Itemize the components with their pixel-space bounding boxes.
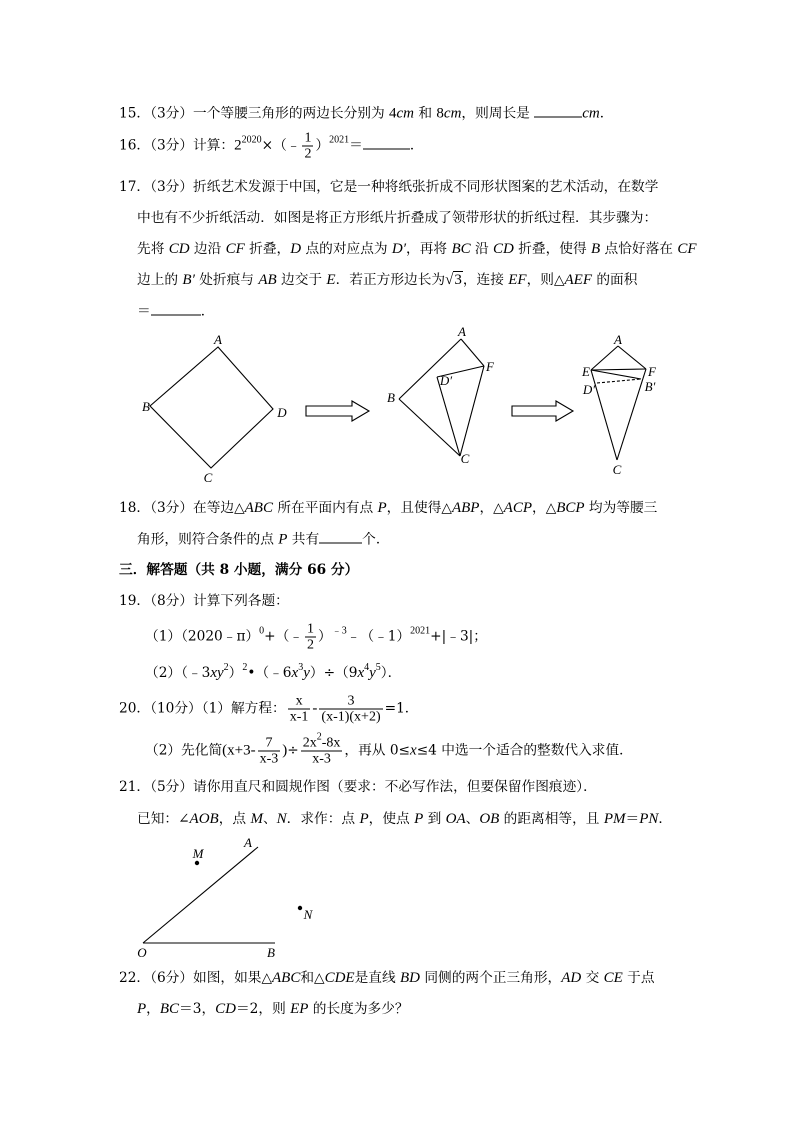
question-text: 共有 [287, 531, 320, 548]
question-text: 、 [262, 811, 277, 827]
segment-label: PN [639, 811, 659, 827]
question-text: ≤4 中选一个适合的整数代入求值． [416, 742, 633, 759]
math-text: =1． [384, 700, 419, 717]
point-m [195, 861, 199, 865]
math-text: ) [282, 742, 288, 759]
angle-label: AOB [189, 811, 219, 827]
vertex-label: A [614, 332, 622, 347]
point-label: P [359, 811, 369, 827]
math-text: ﹣（﹣1） [346, 628, 411, 645]
question-text: 所在平面内有点 [272, 500, 378, 516]
point-label: B′ [182, 272, 195, 288]
math-text: ×（﹣ [261, 137, 301, 154]
math-text: （﹣3 [181, 665, 211, 681]
question-number: 18． [119, 500, 151, 516]
ray-label: OB [479, 811, 500, 827]
math-text: •（﹣6 [247, 665, 292, 681]
question-text: 个． [362, 531, 390, 548]
question-text: 和△ [300, 970, 325, 986]
math-text: ）÷（9 [309, 665, 358, 681]
point-label: P [414, 811, 424, 827]
question-score: （3分） [150, 179, 194, 195]
question-text: ． [599, 105, 614, 122]
edge-af [618, 346, 646, 369]
question-text: 在等边△ [193, 500, 245, 516]
vertex-label: D′ [582, 382, 596, 397]
variable: y [369, 665, 376, 681]
question-text: 如图，如果△ [193, 970, 272, 986]
question-text: ， [146, 1001, 160, 1017]
vertex-label: D [277, 405, 287, 420]
ray-label: OA [445, 811, 466, 827]
q21-figure-labels [137, 835, 313, 960]
question-text: 计算： [193, 137, 235, 154]
segment-label: PM [603, 811, 626, 827]
question-score: （8分） [150, 593, 194, 609]
triangle-label: AEF [564, 272, 592, 288]
question-text: 计算下列各题： [193, 593, 289, 609]
question-text: 折叠， [244, 241, 291, 257]
segment-label: CF [225, 241, 245, 257]
unit-cm: cm [396, 105, 415, 122]
question-text: 请你用直尺和圆规作图（要求：不必写作法，但要保留作图痕迹）． [193, 779, 597, 795]
question-text: ． [658, 811, 673, 827]
segment-label: CD [215, 1001, 236, 1017]
question-score: （5分） [150, 779, 194, 795]
vertex-label: A [458, 324, 466, 339]
segment-label: CF [677, 241, 697, 257]
question-text: 先将 [137, 241, 169, 257]
fraction-denominator: x-1 [289, 709, 309, 725]
segment-ef [591, 369, 646, 370]
question-text: 沿 [470, 241, 494, 257]
question-text: ，△ [479, 500, 504, 516]
vertex-label: B′ [644, 379, 656, 394]
sqrt-radicand: 3 [454, 272, 462, 288]
question-text: ，使点 [368, 811, 415, 827]
question-text: ．求作：点 [286, 811, 360, 827]
question-number: 22． [119, 970, 151, 986]
point-label: D′ [391, 241, 407, 257]
edge-bc [399, 399, 460, 456]
exponent: 2 [316, 731, 322, 743]
sqrt-sign: √ [445, 272, 454, 288]
math-text: +（﹣ [264, 628, 303, 645]
segment-label: CE [603, 970, 623, 986]
question-text: 边上的 [137, 272, 183, 288]
question-text: 点的对应点为 [301, 241, 392, 257]
point-label: D [290, 241, 302, 257]
question-text: 已知：∠ [137, 811, 190, 827]
exponent: 2020 [241, 134, 262, 146]
question-text: 同侧的两个正三角形， [419, 970, 562, 986]
point-label: P [278, 531, 288, 548]
ray-oa [143, 847, 258, 943]
question-text: 边沿 [189, 241, 226, 257]
question-text: ，则△ [526, 272, 565, 288]
math-text: ）． [380, 665, 402, 681]
segment-label: EF [508, 272, 527, 288]
question-text: ，且使得△ [386, 500, 452, 516]
question-text: 于点 [622, 970, 655, 986]
question-text: 均为等腰三 [584, 500, 658, 516]
vertex-label: F [648, 364, 656, 379]
side-length-2: 8 [436, 105, 444, 122]
fraction-numerator: 7 [258, 736, 281, 752]
segment-label: AD [561, 970, 582, 986]
part-label: （2）先化简 [145, 742, 223, 759]
edge-ab [399, 339, 461, 399]
fraction-denominator: (x-1)(x+2) [321, 709, 381, 725]
edge-fc [617, 369, 646, 460]
part-label: （1） [145, 628, 182, 645]
vertex-label: B [142, 399, 150, 414]
math-text: ＝ [349, 137, 363, 154]
vertex-label: B [267, 945, 275, 960]
math-text: - [312, 700, 318, 717]
question-text: 折纸艺术发源于中国，它是一种将纸张折成不同形状图案的艺术活动，在数学 [193, 179, 659, 195]
question-text: ，再将 [406, 241, 452, 257]
numerator-part: 2x [302, 735, 317, 751]
question-text: 中也有不少折纸活动．如图是将正方形纸片折叠成了领带形状的折纸过程．其步骤为： [137, 210, 658, 226]
exponent: 2021 [410, 625, 431, 637]
question-text: 交 [581, 970, 604, 986]
part-label: （2） [145, 665, 182, 681]
fraction-denominator: 2 [307, 637, 314, 653]
question-number: 20． [119, 700, 151, 717]
vertex-label: O [137, 945, 147, 960]
vertex-label: A [214, 332, 222, 347]
fraction-numerator: 1 [304, 130, 312, 146]
math-text: (x+3- [222, 742, 256, 759]
math-text: （2020﹣π） [181, 628, 260, 645]
triangle-label: ABC [244, 500, 273, 516]
question-text: 角形，则符合条件的点 [137, 531, 279, 548]
numerator-part: -8x [321, 735, 341, 751]
vertex-label: B [387, 390, 395, 405]
dashed-d1b1 [597, 379, 641, 383]
triangle-label: ACP [503, 500, 532, 516]
question-text: 点恰好落在 [600, 241, 678, 257]
variable: xy [210, 665, 224, 681]
math-text: ＝3， [179, 1001, 216, 1017]
variable: x [410, 742, 417, 759]
fraction-numerator: 3 [319, 694, 382, 710]
math-text: ＝ [137, 303, 151, 320]
point-label: M [192, 846, 204, 861]
question-text: 到 [423, 811, 446, 827]
math-text: +|﹣3|； [430, 628, 487, 645]
edge-ae [591, 346, 618, 370]
point-label: B [591, 241, 601, 257]
power-base: 2 [234, 137, 242, 154]
question-text: 处折痕与 [194, 272, 259, 288]
exponent: ﹣3 [331, 625, 347, 637]
question-text: 折叠，使得 [513, 241, 592, 257]
vertex-label: D′ [439, 373, 453, 388]
fraction-numerator: 1 [307, 621, 314, 637]
question-text: 是直线 [354, 970, 400, 986]
question-score: （6分） [150, 970, 194, 986]
question-text: 和 [414, 105, 437, 122]
segment-label: BC [159, 1001, 180, 1017]
math-text: ＝ [625, 811, 640, 827]
question-score: （3分） [150, 105, 194, 122]
question-text: 、 [465, 811, 480, 827]
exponent: 2 [242, 662, 248, 673]
triangle-label: CDE [324, 970, 355, 986]
math-text: ） [228, 665, 243, 681]
question-text: ＝2，则 [235, 1001, 291, 1017]
q17-figure [150, 339, 646, 468]
question-text: ，△ [532, 500, 557, 516]
question-text: ，再从 0≤ [344, 742, 411, 759]
question-text: ，点 [218, 811, 251, 827]
point-label: P [377, 500, 387, 516]
variable: y [303, 665, 310, 681]
variable: x [291, 665, 299, 681]
segment-label: EP [290, 1001, 309, 1017]
vertex-label: E [582, 364, 590, 379]
question-text: ． [200, 303, 215, 320]
point-label: N [303, 907, 313, 922]
fraction-denominator: 2 [304, 146, 312, 162]
exponent: 4 [364, 662, 370, 673]
question-text: ．若正方形边长为 [335, 272, 446, 288]
point-label: E [326, 272, 336, 288]
exponent: 2 [223, 662, 229, 673]
question-text: 的长度为多少？ [308, 1001, 409, 1017]
question-text: 的距离相等，且 [499, 811, 604, 827]
math-text: ÷ [287, 742, 299, 759]
arrow-right-icon [306, 401, 369, 421]
line-label: BD [399, 970, 420, 986]
vertex-label: C [460, 451, 470, 466]
question-text: ． [409, 137, 424, 154]
fraction-denominator: x-3 [312, 751, 331, 767]
section-title: 三．解答题（共 8 小题，满分 66 分） [119, 562, 359, 578]
fraction-numerator: x [288, 694, 311, 710]
triangle-label: BCP [556, 500, 585, 516]
vertex-label: A [244, 835, 252, 850]
exponent: 0 [259, 625, 265, 637]
point-label: N [276, 811, 287, 827]
q21-figure [143, 847, 275, 943]
side-length-1: 4 [389, 105, 397, 122]
question-number: 19． [119, 593, 151, 609]
segment-label: AB [258, 272, 277, 288]
crease-cf [460, 366, 484, 456]
segment-label: BC [451, 241, 471, 257]
math-text: ） [315, 137, 330, 154]
question-text: 的面积 [592, 272, 638, 288]
question-text: ，则周长是 [461, 105, 535, 122]
question-score: （10分） [150, 700, 202, 717]
question-text: 边交于 [276, 272, 327, 288]
question-text: 一个等腰三角形的两边长分别为 [193, 105, 390, 122]
point-label: M [250, 811, 263, 827]
math-text: ） [318, 628, 332, 645]
segment-label: CD [168, 241, 190, 257]
part-label: （1）解方程： [201, 700, 286, 717]
vertex-label: C [612, 462, 622, 477]
question-number: 15． [119, 105, 151, 122]
exponent: 2021 [329, 134, 350, 146]
triangle-label: ABC [272, 970, 301, 986]
point-n [298, 906, 302, 910]
question-number: 17． [119, 179, 151, 195]
square-abcd [150, 347, 273, 468]
question-number: 21． [119, 779, 151, 795]
vertex-label: C [203, 470, 213, 485]
question-score: （3分） [150, 500, 194, 516]
vertex-label: F [486, 359, 494, 374]
triangle-label: ABP [451, 500, 480, 516]
question-text: ，连接 [462, 272, 509, 288]
question-score: （3分） [150, 137, 194, 154]
question-number: 16． [119, 137, 151, 154]
segment-label: CD [493, 241, 514, 257]
crease-eb1 [591, 370, 641, 379]
edge-d1c [437, 377, 460, 456]
variable: x [357, 665, 365, 681]
exponent: 5 [375, 662, 381, 673]
fraction-denominator: x-3 [259, 751, 279, 767]
unit-cm: cm [582, 105, 600, 122]
arrow-right-icon [512, 401, 573, 421]
unit-cm: cm [443, 105, 462, 122]
edge-af [461, 339, 484, 366]
point-label: P [137, 1001, 147, 1017]
exponent: 3 [298, 662, 304, 673]
